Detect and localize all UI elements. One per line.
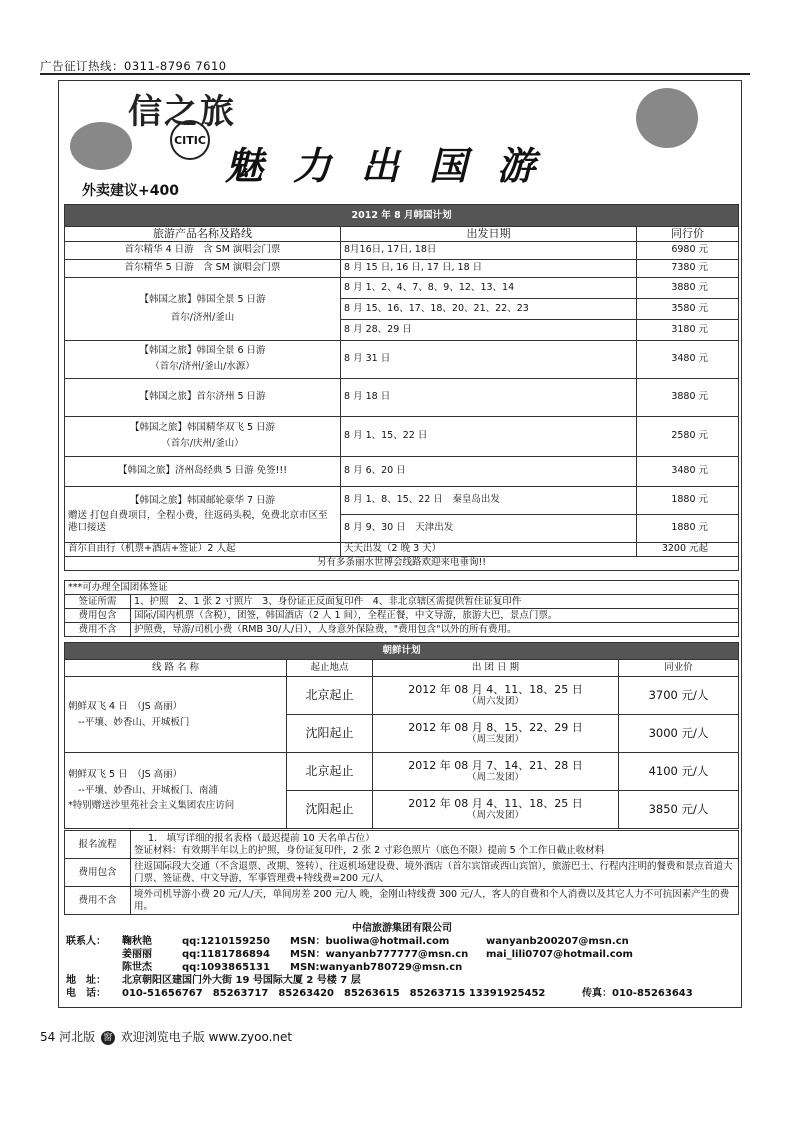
route-stops: --平壤、妙香山、开城板门、南浦 bbox=[78, 784, 218, 796]
price-cell: 6980 元 bbox=[637, 241, 739, 259]
visa-label: 签证所需 bbox=[65, 595, 131, 609]
col-date: 出发日期 bbox=[341, 227, 637, 242]
table-row bbox=[65, 416, 739, 456]
start-cell: 沈阳起止 bbox=[287, 715, 373, 753]
table-row bbox=[65, 340, 739, 378]
weekday-note: （周六发团） bbox=[466, 810, 524, 822]
price-cell: 3580 元 bbox=[637, 298, 739, 319]
korea-title: 2012 年 8 月韩国计划 bbox=[65, 205, 739, 227]
weekday-note: （周六发团） bbox=[466, 696, 524, 708]
contact-block bbox=[66, 922, 738, 1000]
cartoon-mascot-left bbox=[70, 122, 132, 170]
product-name: 【韩国之旅】韩国精华双飞 5 日游 bbox=[129, 422, 276, 434]
contact-name: 鞠秋艳 bbox=[122, 936, 152, 947]
page-number: 54 河北版 bbox=[40, 1030, 96, 1044]
col-price: 同行价 bbox=[637, 227, 739, 242]
weekday-note: （周三发团） bbox=[466, 734, 524, 746]
price-cell: 3200 元起 bbox=[637, 542, 739, 556]
phone-label: 电 话： bbox=[66, 988, 106, 999]
product-route: 首尔/济州/釜山 bbox=[170, 311, 235, 323]
reg-step: 1. 填写详细的报名表格（最迟提前 10 天名单占位） bbox=[148, 832, 375, 844]
price-cell: 1880 元 bbox=[637, 486, 739, 514]
table-row bbox=[65, 378, 739, 416]
product-cell: 首尔精华 5 日游 含 SM 演唱会门票 bbox=[65, 259, 341, 277]
nk-incl-text: 往返国际段大交通（不含退票、改期、签转）、往返机场建设费、境外酒店（首尔宾馆或西山宾馆），旅游巴士、行程内注明的餐费和景点首道大门票、签证费、中文导游，军事管理费+特线费=200 元/人 bbox=[131, 859, 739, 887]
contact-msn-alt[interactable]: wanyanb200207@msn.cn bbox=[486, 936, 629, 947]
route-name: 朝鲜双飞 5 日 （JS 高丽） bbox=[68, 768, 183, 780]
address-label: 地 址： bbox=[66, 975, 106, 986]
product-name: 【韩国之旅】韩国全景 5 日游 bbox=[139, 293, 266, 305]
product-cell: 【韩国之旅】济州岛经典 5 日游 免签!!! bbox=[65, 456, 341, 486]
contact-msn[interactable]: MSN：buoliwa@hotmail.com bbox=[290, 936, 450, 947]
date-cell: 8 月 1、15、22 日 bbox=[341, 416, 637, 456]
more-routes-note: 另有多条丽水世博会线路欢迎来电垂询!! bbox=[65, 556, 739, 570]
price-cell: 3480 元 bbox=[637, 456, 739, 486]
date-text: 2012 年 08 月 4、11、18、25 日 bbox=[408, 682, 583, 696]
company-name: 中信旅游集团有限公司 bbox=[352, 923, 452, 934]
date-cell: 8 月 28、29 日 bbox=[341, 319, 637, 340]
nk-info-table bbox=[64, 830, 739, 915]
price-cell: 3180 元 bbox=[637, 319, 739, 340]
nk-table bbox=[64, 642, 739, 829]
col-route: 线 路 名 称 bbox=[65, 660, 287, 677]
phone-row bbox=[66, 987, 738, 1000]
table-row bbox=[65, 542, 739, 556]
date-text: 2012 年 08 月 4、11、18、25 日 bbox=[408, 796, 583, 810]
date-cell: 8 月 9、30 日 天津出发 bbox=[341, 514, 637, 542]
route-cell bbox=[65, 753, 287, 829]
price-cell: 2580 元 bbox=[637, 416, 739, 456]
nk-excl-text: 境外司机导游小费 20 元/人/天，单间房差 200 元/人 晚，金刚山特线费 300 元/人，客人的自费和个人消费以及其它人力不可抗因素产生的费用。 bbox=[131, 887, 739, 915]
phone-text: 010-51656767 85263717 85263420 85263615 85263715 13391925452 bbox=[122, 988, 546, 999]
table-row bbox=[65, 456, 739, 486]
waimai-note: 外卖建议+400 bbox=[82, 183, 179, 199]
visa-text: 1、护照 2、1 张 2 寸照片 3、身份证正反面复印件 4、非北京辖区需提供暂住证复印件 bbox=[131, 595, 739, 609]
start-cell: 沈阳起止 bbox=[287, 791, 373, 829]
contact-qq: qq:1210159250 bbox=[182, 936, 270, 947]
price-cell: 3700 元/人 bbox=[619, 677, 739, 715]
korea-table bbox=[64, 204, 739, 571]
col-nk-date: 出 团 日 期 bbox=[373, 660, 619, 677]
date-cell bbox=[373, 791, 619, 829]
contact-row bbox=[66, 948, 738, 961]
contact-label: 联系人： bbox=[66, 936, 106, 947]
contact-qq: qq:1181786894 bbox=[182, 949, 270, 960]
product-cell: 首尔自由行（机票+酒店+签证）2 人起 bbox=[65, 542, 341, 556]
date-cell: 8 月 15 日, 16 日, 17 日, 18 日 bbox=[341, 259, 637, 277]
product-cell bbox=[65, 277, 341, 340]
date-cell: 8 月 1、8、15、22 日 秦皇岛出发 bbox=[341, 486, 637, 514]
price-cell: 1880 元 bbox=[637, 514, 739, 542]
excl-text: 护照费，导游/司机小费（RMB 30/人/日），人身意外保险费，"费用包含"以外的所有费用。 bbox=[131, 623, 739, 637]
contact-msn-alt[interactable]: mai_lili0707@hotmail.com bbox=[486, 949, 633, 960]
fax-text: 传真：010-85263643 bbox=[582, 988, 693, 999]
address-text: 北京朝阳区建国门外大街 19 号国际大厦 2 号楼 7 层 bbox=[122, 975, 361, 986]
date-cell: 8 月 6、20 日 bbox=[341, 456, 637, 486]
nk-incl-label: 费用包含 bbox=[65, 859, 131, 887]
col-nk-price: 同业价 bbox=[619, 660, 739, 677]
contact-row bbox=[66, 961, 738, 974]
product-cell: 【韩国之旅】首尔济州 5 日游 bbox=[65, 378, 341, 416]
date-cell: 8 月 1、2、4、7、8、9、12、13、14 bbox=[341, 277, 637, 298]
route-stops: --平壤、妙香山、开城板门 bbox=[78, 716, 190, 728]
price-cell: 4100 元/人 bbox=[619, 753, 739, 791]
address-row bbox=[66, 974, 738, 987]
col-start: 起止地点 bbox=[287, 660, 373, 677]
route-cell bbox=[65, 677, 287, 753]
weekday-note: （周二发团） bbox=[466, 772, 524, 784]
product-route: 赠送 打包自费项目，全程小费，往返码头税，免费北京市区至港口接送 bbox=[68, 509, 328, 533]
citic-emblem-icon: CITIC bbox=[170, 120, 210, 160]
cartoon-mascot-right bbox=[636, 88, 698, 148]
date-cell bbox=[373, 715, 619, 753]
col-product: 旅游产品名称及路线 bbox=[65, 227, 341, 242]
product-name: 【韩国之旅】韩国邮轮豪华 7 日游 bbox=[129, 494, 276, 506]
price-cell: 7380 元 bbox=[637, 259, 739, 277]
reg-materials: 签证材料：有效期半年以上的护照，身份证复印件，2 张 2 寸彩色照片（底色不限）提前 5 个工作日截止收材料 bbox=[134, 844, 605, 856]
top-rule bbox=[40, 73, 750, 75]
price-cell: 3480 元 bbox=[637, 340, 739, 378]
product-cell: 首尔精华 4 日游 含 SM 演唱会门票 bbox=[65, 241, 341, 259]
date-cell: 天天出发（2 晚 3 天） bbox=[341, 542, 637, 556]
contact-msn[interactable]: MSN:wanyanb780729@msn.cn bbox=[290, 962, 463, 973]
excl-label: 费用不含 bbox=[65, 623, 131, 637]
date-text: 2012 年 08 月 7、14、21、28 日 bbox=[408, 758, 583, 772]
korea-info-table bbox=[64, 580, 739, 637]
price-cell: 3880 元 bbox=[637, 378, 739, 416]
window-logo-icon: 窗 bbox=[101, 1031, 115, 1045]
date-cell: 8 月 15、16、17、18、20、21、22、23 bbox=[341, 298, 637, 319]
contact-row bbox=[66, 935, 738, 948]
slogan: 魅力出国游 bbox=[225, 143, 566, 188]
date-text: 2012 年 08 月 8、15、22、29 日 bbox=[408, 720, 583, 734]
table-row bbox=[65, 277, 739, 298]
route-name: 朝鲜双飞 4 日 （JS 高丽） bbox=[68, 700, 183, 712]
nk-excl-label: 费用不含 bbox=[65, 887, 131, 915]
page-footer bbox=[40, 1028, 292, 1045]
contact-msn[interactable]: MSN：wanyanb777777@msn.cn bbox=[290, 949, 469, 960]
start-cell: 北京起止 bbox=[287, 753, 373, 791]
table-row bbox=[65, 241, 739, 259]
price-cell: 3880 元 bbox=[637, 277, 739, 298]
visa-note: ***可办理全国团体签证 bbox=[65, 581, 739, 595]
price-cell: 3850 元/人 bbox=[619, 791, 739, 829]
table-row bbox=[65, 753, 739, 791]
product-name: 【韩国之旅】韩国全景 6 日游 bbox=[139, 345, 266, 357]
nk-title: 朝鲜计划 bbox=[65, 643, 739, 660]
contact-name: 陈世杰 bbox=[122, 962, 152, 973]
product-route: （首尔/庆州/釜山） bbox=[161, 438, 244, 450]
start-cell: 北京起止 bbox=[287, 677, 373, 715]
contact-qq: qq:1093865131 bbox=[182, 962, 270, 973]
reg-text bbox=[131, 831, 739, 859]
table-row bbox=[65, 677, 739, 715]
brand-logo: 信之旅 bbox=[128, 92, 236, 132]
product-cell bbox=[65, 416, 341, 456]
product-route: （首尔/济州/釜山/水源） bbox=[150, 361, 255, 373]
date-cell: 8 月 18 日 bbox=[341, 378, 637, 416]
incl-label: 费用包含 bbox=[65, 609, 131, 623]
contact-name: 姜丽丽 bbox=[122, 949, 152, 960]
route-bonus: *特别赠送沙里苑社会主义集团农庄访问 bbox=[68, 800, 235, 812]
date-cell: 8 月 31 日 bbox=[341, 340, 637, 378]
incl-text: 国际/国内机票（含税），团签，韩国酒店（2 人 1 间），全程正餐，中文导游，旅游大巴，景点门票。 bbox=[131, 609, 739, 623]
table-row bbox=[65, 486, 739, 514]
table-row bbox=[65, 259, 739, 277]
product-cell bbox=[65, 340, 341, 378]
price-cell: 3000 元/人 bbox=[619, 715, 739, 753]
date-cell bbox=[373, 753, 619, 791]
reg-label: 报名流程 bbox=[65, 831, 131, 859]
footer-url[interactable]: 欢迎浏览电子版 www.zyoo.net bbox=[120, 1030, 293, 1044]
date-cell: 8月16日, 17日, 18日 bbox=[341, 241, 637, 259]
ad-hotline: 广告征订热线：0311-8796 7610 bbox=[40, 59, 227, 73]
product-cell bbox=[65, 486, 341, 542]
date-cell bbox=[373, 677, 619, 715]
